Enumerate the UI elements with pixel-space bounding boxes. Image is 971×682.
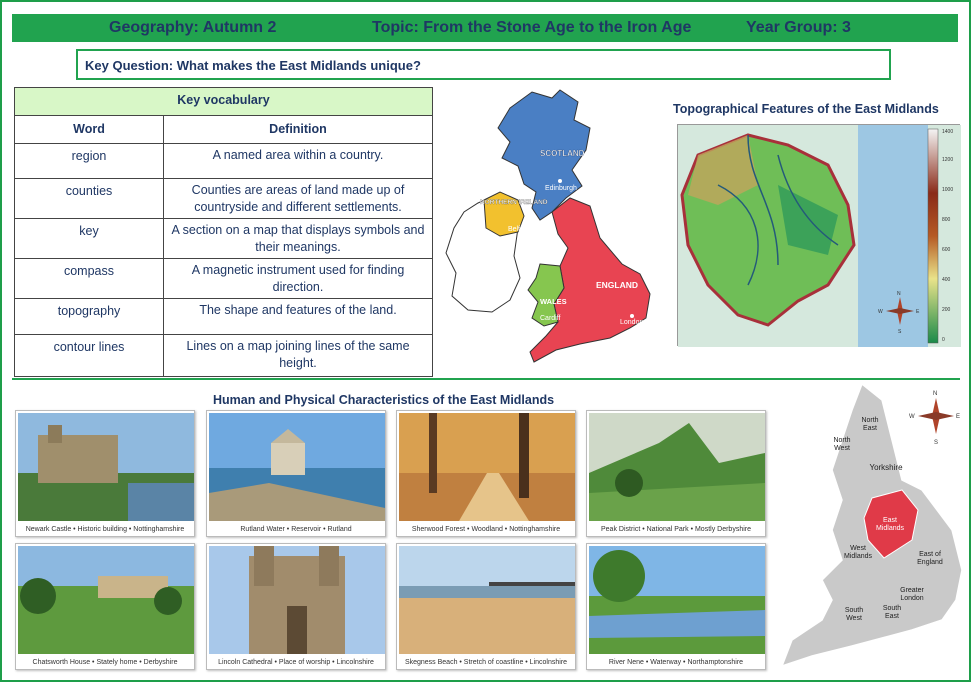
- photo-caption: Peak District • National Park • Mostly Derbyshire: [600, 526, 751, 533]
- vocab-word: topography: [15, 299, 164, 335]
- key-question: Key Question: What makes the East Midlands unique?: [76, 49, 891, 80]
- svg-text:North: North: [833, 437, 851, 444]
- svg-text:East: East: [862, 425, 878, 432]
- vocab-word: compass: [15, 259, 164, 299]
- vocab-definition: A named area within a country.: [164, 144, 433, 179]
- vocab-word: counties: [15, 179, 164, 219]
- london-dot: [630, 314, 634, 318]
- svg-text:600: 600: [942, 247, 951, 253]
- topography-title: Topographical Features of the East Midlands: [673, 102, 939, 116]
- photo-caption: River Nene • Waterway • Northamptonshire: [608, 659, 744, 666]
- table-row: [15, 335, 433, 377]
- england-label: ENGLAND: [596, 280, 639, 290]
- compass-icon: [909, 391, 960, 446]
- beach-photo: [396, 543, 576, 670]
- svg-text:Midlands: Midlands: [875, 525, 905, 532]
- cardiff-label: Cardiff: [540, 315, 561, 322]
- table-row: [15, 179, 433, 219]
- svg-text:S: S: [898, 329, 902, 335]
- svg-text:S: S: [934, 440, 939, 446]
- vocabulary-table: [14, 87, 433, 377]
- vocab-definition: Lines on a map joining lines of the same height.: [164, 335, 433, 377]
- england-regions-map: [772, 380, 967, 670]
- reservoir-photo: [206, 410, 386, 537]
- svg-text:South: South: [844, 607, 864, 614]
- svg-text:Greater: Greater: [900, 587, 924, 594]
- northern-ireland-label: NORTHERN IRELAND: [480, 199, 548, 206]
- photo-caption: Newark Castle • Historic building • Nottinghamshire: [25, 526, 185, 533]
- subject-label: Geography: Autumn 2: [109, 19, 277, 36]
- photo-caption: Chatsworth House • Stately home • Derbyshire: [32, 659, 178, 666]
- elevation-scale: [928, 129, 938, 343]
- svg-text:0: 0: [942, 337, 945, 343]
- svg-text:N: N: [933, 391, 938, 397]
- characteristics-title: Human and Physical Characteristics of the East Midlands: [213, 393, 555, 407]
- svg-text:800: 800: [942, 217, 951, 223]
- forest-photo: [396, 410, 576, 537]
- svg-text:Midlands: Midlands: [843, 553, 873, 560]
- london-label: London: [620, 319, 644, 326]
- table-row: [15, 259, 433, 299]
- svg-text:East: East: [884, 613, 900, 620]
- svg-text:West: West: [850, 545, 866, 552]
- svg-text:1200: 1200: [942, 157, 954, 163]
- hills-photo: [586, 410, 766, 537]
- vocabulary-title: Key vocabulary: [15, 88, 433, 116]
- svg-text:East of: East of: [919, 551, 941, 558]
- uk-map: [440, 88, 670, 373]
- definition-header: Definition: [164, 116, 433, 144]
- castle-photo: [15, 410, 195, 537]
- svg-text:W: W: [909, 414, 915, 420]
- svg-text:200: 200: [942, 307, 951, 313]
- vocab-word: contour lines: [15, 335, 164, 377]
- edinburgh-dot: [558, 179, 562, 183]
- scotland-label: SCOTLAND: [540, 149, 585, 158]
- topography-map: [677, 124, 960, 346]
- svg-text:N: N: [897, 291, 901, 297]
- topic-label: Topic: From the Stone Age to the Iron Age: [372, 19, 692, 36]
- table-row: [15, 219, 433, 259]
- svg-text:England: England: [917, 559, 943, 566]
- svg-text:Yorkshire: Yorkshire: [869, 463, 903, 472]
- table-row: [15, 299, 433, 335]
- svg-text:W: W: [878, 309, 883, 315]
- photo-caption: Lincoln Cathedral • Place of worship • Lincolnshire: [218, 659, 374, 666]
- edinburgh-label: Edinburgh: [545, 185, 577, 192]
- photo-caption: Skegness Beach • Stretch of coastline • Lincolnshire: [404, 659, 568, 666]
- belfast-label: Belfast: [508, 226, 530, 233]
- wales-label: WALES: [540, 297, 567, 306]
- header-bar: [12, 14, 958, 42]
- vocab-word: key: [15, 219, 164, 259]
- svg-text:North: North: [861, 417, 879, 424]
- svg-text:1400: 1400: [942, 129, 954, 135]
- svg-text:E: E: [956, 414, 961, 420]
- svg-text:1000: 1000: [942, 187, 954, 193]
- cathedral-photo: [206, 543, 386, 670]
- word-header: Word: [15, 116, 164, 144]
- photo-caption: Sherwood Forest • Woodland • Nottinghamshire: [411, 526, 561, 533]
- table-row: [15, 144, 433, 179]
- house-photo: [15, 543, 195, 670]
- svg-text:400: 400: [942, 277, 951, 283]
- svg-text:E: E: [916, 309, 920, 315]
- river-photo: [586, 543, 766, 670]
- photo-caption: Rutland Water • Reservoir • Rutland: [240, 526, 352, 533]
- svg-text:East: East: [882, 517, 898, 524]
- svg-text:London: London: [900, 595, 924, 602]
- year-group-label: Year Group: 3: [746, 19, 851, 36]
- svg-text:South: South: [882, 605, 902, 612]
- vocab-definition: Counties are areas of land made up of countryside and different settlements.: [164, 179, 433, 219]
- vocab-definition: The shape and features of the land.: [164, 299, 433, 335]
- svg-text:West: West: [834, 445, 850, 452]
- vocab-definition: A magnetic instrument used for finding direction.: [164, 259, 433, 299]
- vocab-definition: A section on a map that displays symbols and their meanings.: [164, 219, 433, 259]
- svg-text:West: West: [846, 615, 862, 622]
- vocab-word: region: [15, 144, 164, 179]
